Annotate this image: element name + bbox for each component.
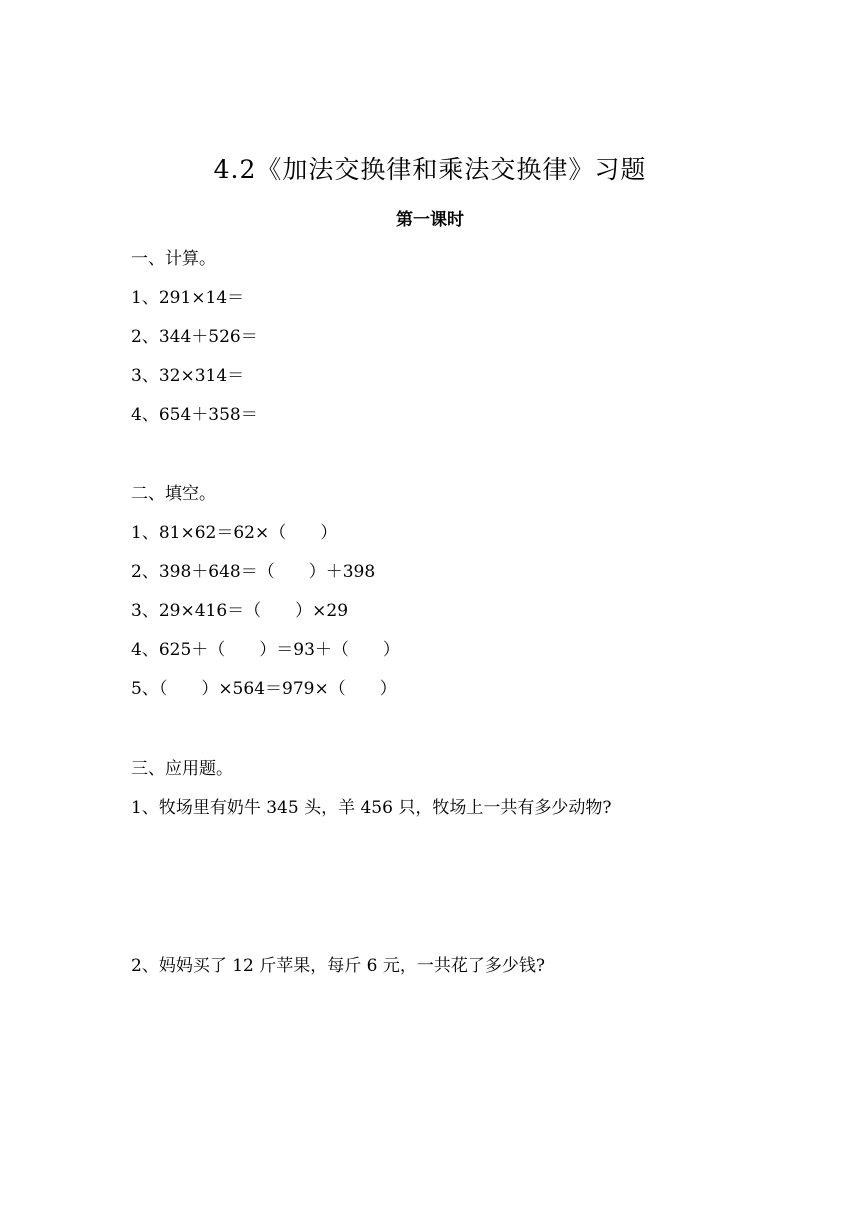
fill-item-1: 1、81×62＝62×（ ） (131, 523, 338, 543)
document-title: 4.2《加法交换律和乘法交换律》习题 (213, 155, 647, 184)
calc-item-3: 3、32×314＝ (131, 366, 245, 386)
section-heading-calculation: 一、计算。 (131, 249, 216, 269)
fill-item-5: 5、（ ）×564＝979×（ ） (131, 679, 397, 699)
fill-item-2: 2、398＋648＝（ ）＋398 (131, 562, 376, 582)
lesson-subtitle: 第一课时 (396, 210, 464, 230)
fill-item-4: 4、625＋（ ）＝93＋（ ） (131, 640, 400, 660)
fill-item-3: 3、29×416＝（ ）×29 (131, 601, 349, 621)
section-heading-word-problems: 三、应用题。 (131, 759, 233, 779)
section-heading-fill-blank: 二、填空。 (131, 484, 216, 504)
word-problem-2: 2、妈妈买了 12 斤苹果，每斤 6 元，一共花了多少钱? (131, 956, 545, 976)
calc-item-4: 4、654＋358＝ (131, 405, 258, 425)
word-problem-1: 1、牧场里有奶牛 345 头，羊 456 只，牧场上一共有多少动物? (131, 798, 612, 818)
calc-item-2: 2、344＋526＝ (131, 327, 258, 347)
calc-item-1: 1、291×14＝ (131, 288, 245, 308)
